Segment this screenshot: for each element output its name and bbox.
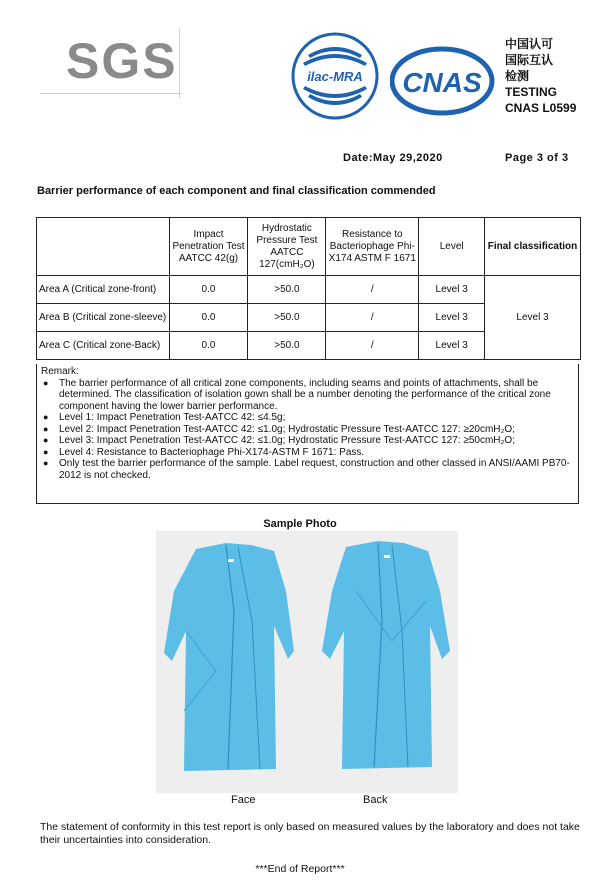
header-cell: Impact Penetration Test AATCC 42(g) <box>169 218 248 276</box>
list-item: ● Level 1: Impact Penetration Test-AATCC 42: ≤4.5g; <box>41 412 574 424</box>
header-cell <box>37 218 170 276</box>
svg-text:CNAS: CNAS <box>402 67 482 98</box>
caption-back: Back <box>363 794 388 806</box>
cell-hydrostatic: >50.0 <box>248 276 326 304</box>
cell-final-classification: Level 3 <box>485 276 581 360</box>
remarks-list <box>41 378 574 482</box>
sgs-logo-rule <box>40 93 182 94</box>
remarks-box <box>36 364 579 504</box>
sgs-logo-rule-vertical <box>179 28 180 98</box>
cnas-line: 中国认可 <box>505 37 554 51</box>
sample-photo-title: Sample Photo <box>263 518 337 530</box>
table-row <box>37 276 581 304</box>
cell-hydrostatic: >50.0 <box>248 304 326 332</box>
cell-impact: 0.0 <box>169 276 248 304</box>
cnas-line: 国际互认 <box>505 53 554 67</box>
cnas-accreditation-text <box>505 36 576 116</box>
sample-photo <box>156 531 458 793</box>
end-of-report: ***End of Report*** <box>255 863 345 875</box>
header-cell-final: Final classification <box>485 218 581 276</box>
barrier-performance-table <box>36 217 581 360</box>
row-label: Area A (Critical zone-front) <box>37 276 170 304</box>
cell-impact: 0.0 <box>169 332 248 360</box>
ilac-mra-logo <box>290 31 380 121</box>
list-item: ● Level 2: Impact Penetration Test-AATCC 42: ≤1.0g; Hydrostatic Pressure Test-AATCC 127: ≥20cmH₂O; <box>41 424 574 436</box>
report-date: Date:May 29,2020 <box>343 152 443 164</box>
list-item: ● Level 4: Resistance to Bacteriophage Phi-X174-ASTM F 1671: Pass. <box>41 447 574 459</box>
cnas-line: CNAS L0599 <box>505 101 577 115</box>
page-number: Page 3 of 3 <box>505 152 569 164</box>
cnas-line: TESTING <box>505 85 558 99</box>
cell-hydrostatic: >50.0 <box>248 332 326 360</box>
cell-level: Level 3 <box>419 332 485 360</box>
row-label: Area C (Critical zone-Back) <box>37 332 170 360</box>
header-cell: Resistance to Bacteriophage Phi-X174 ASTM F 1671 <box>326 218 419 276</box>
list-item: ● Level 3: Impact Penetration Test-AATCC 42: ≤1.0g; Hydrostatic Pressure Test-AATCC 127: ≥50cmH₂O; <box>41 435 574 447</box>
cell-level: Level 3 <box>419 304 485 332</box>
cell-resistance: / <box>326 276 419 304</box>
cell-resistance: / <box>326 304 419 332</box>
section-title: Barrier performance of each component and final classification commended <box>37 185 436 197</box>
table-header-row <box>37 218 581 276</box>
cell-level: Level 3 <box>419 276 485 304</box>
svg-text:ilac-MRA: ilac-MRA <box>307 69 363 84</box>
header-cell: Level <box>419 218 485 276</box>
conformity-statement: The statement of conformity in this test report is only based on measured values by the laboratory and does not take their uncertainties into consideration. <box>40 821 580 846</box>
cnas-logo <box>390 46 495 116</box>
cnas-line: 检测 <box>505 69 530 83</box>
list-item: ● The barrier performance of all critical zone components, including seams and points of attachments, shall be determined. The classification of isolation gown shall be a number denoting the performance of the critical zone component having the lower barrier performance. <box>41 378 574 413</box>
remarks-title: Remark: <box>41 366 79 377</box>
sgs-logo: SGS <box>66 33 178 89</box>
row-label: Area B (Critical zone-sleeve) <box>37 304 170 332</box>
cell-resistance: / <box>326 332 419 360</box>
cell-impact: 0.0 <box>169 304 248 332</box>
list-item: ● Only test the barrier performance of the sample. Label request, construction and other classed in ANSI/AAMI PB70-2012 is not checked. <box>41 458 574 481</box>
header-cell: Hydrostatic Pressure Test AATCC 127(cmH₂O) <box>248 218 326 276</box>
caption-face: Face <box>231 794 256 806</box>
